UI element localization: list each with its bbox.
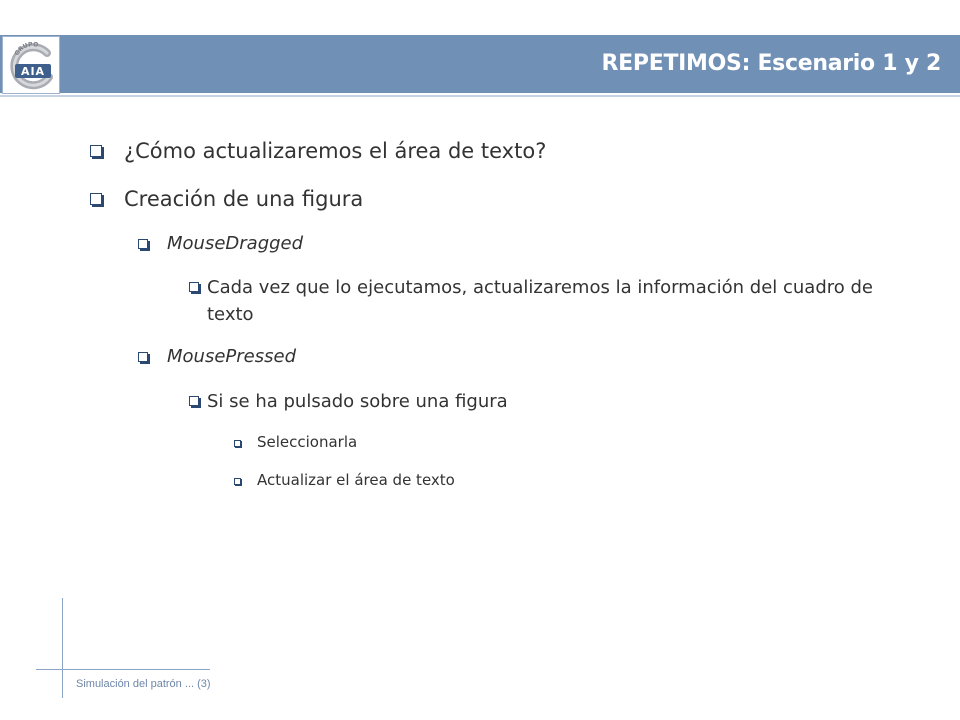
bullet-text: Actualizar el área de texto — [257, 471, 455, 489]
square-bullet-icon — [234, 478, 241, 485]
logo-letters: AIA — [20, 65, 46, 78]
bullet-item — [90, 186, 363, 212]
logo-arc-text: GRUPO — [13, 41, 39, 57]
bullet-text: Creación de una figura — [124, 187, 364, 211]
square-bullet-icon — [189, 282, 199, 292]
bullet-item — [234, 432, 357, 452]
logo-emblem — [3, 37, 59, 93]
bullet-text: MousePressed — [167, 346, 296, 367]
footer-horizontal-divider — [36, 669, 210, 670]
square-bullet-icon — [90, 145, 102, 157]
slide-title: REPETIMOS: Escenario 1 y 2 — [601, 51, 941, 76]
footer-text: Simulación del patrón ... (3) — [76, 678, 211, 690]
bullet-item — [138, 345, 296, 369]
square-bullet-icon — [138, 239, 148, 249]
bullet-text: Seleccionarla — [257, 433, 358, 451]
bullet-item — [138, 232, 303, 256]
bullet-text: Cada vez que lo ejecutamos, actualizaremos la información del cuadro de texto — [207, 277, 873, 325]
bullet-text: MouseDragged — [167, 233, 304, 254]
logo — [2, 36, 60, 94]
square-bullet-icon — [189, 396, 199, 406]
square-bullet-icon — [138, 352, 148, 362]
square-bullet-icon — [234, 440, 241, 447]
bullet-text: ¿Cómo actualizaremos el área de texto? — [124, 139, 547, 163]
square-bullet-icon — [90, 193, 102, 205]
bullet-item — [234, 470, 455, 490]
bullet-text: Si se ha pulsado sobre una figura — [207, 391, 508, 412]
bullet-item — [90, 138, 546, 164]
bullet-item — [189, 274, 909, 328]
footer-vertical-divider — [62, 598, 63, 698]
bullet-item — [189, 388, 508, 415]
